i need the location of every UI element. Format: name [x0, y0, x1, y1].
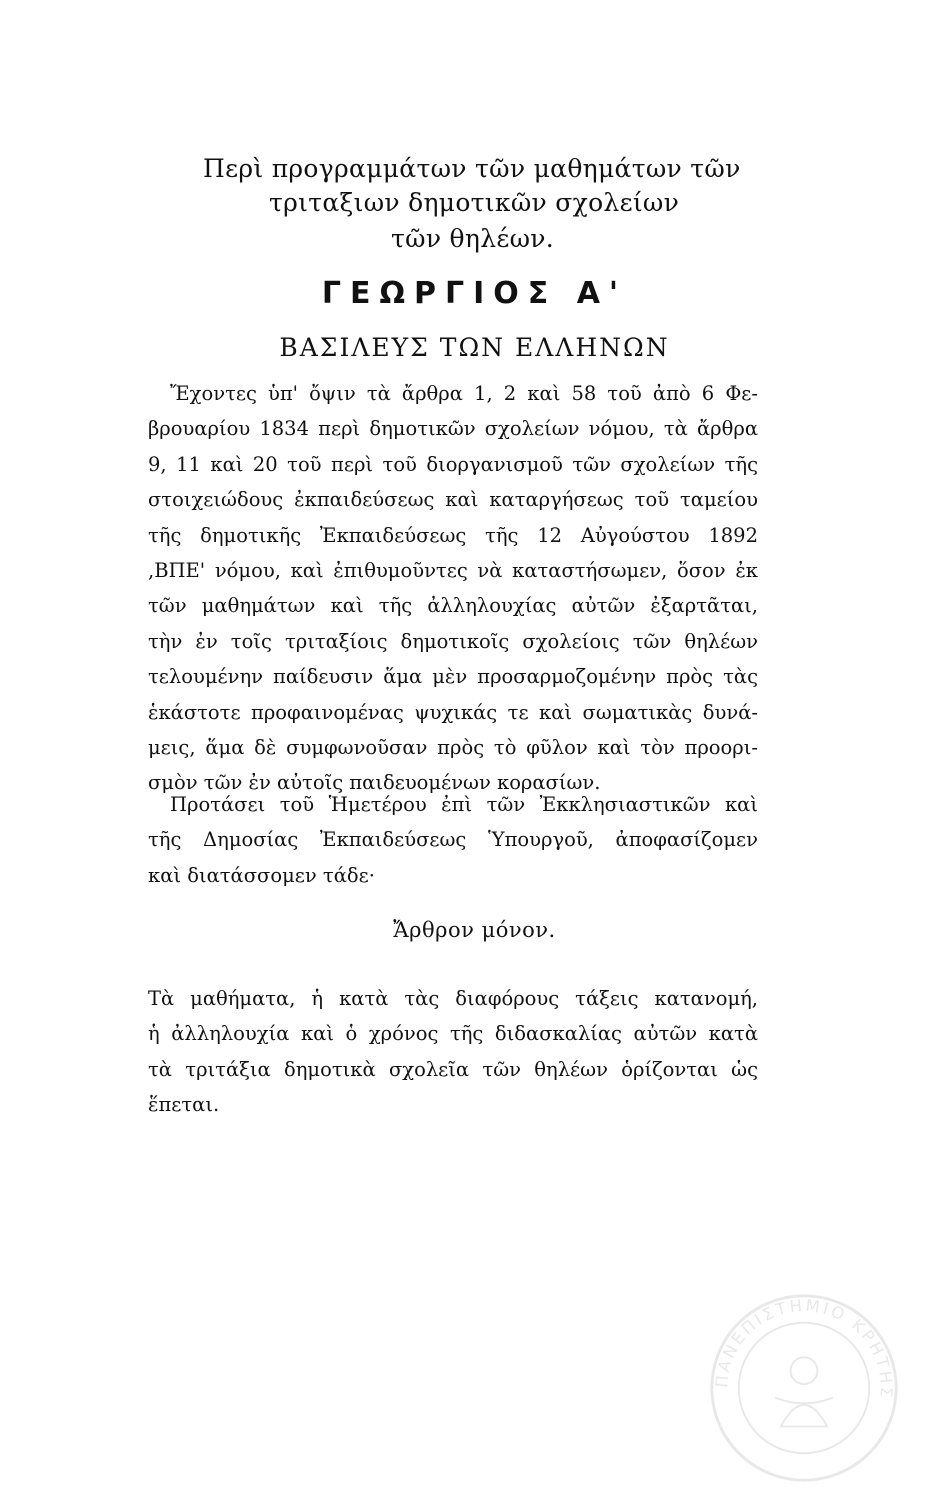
king-title: ΒΑΣΙΛΕΥΣ ΤΩΝ ΕΛΛΗΝΩΝ	[279, 333, 670, 362]
text-line: Προτάσει τοῦ Ἡμετέρου ἐπὶ τῶν Ἐκκλησιαστικῶν καὶ	[170, 793, 758, 816]
text-line: στοιχειώδους ἐκπαιδεύσεως καὶ καταργήσεως τοῦ ταμείου	[148, 488, 758, 512]
text-line: τῆς δημοτικῆς Ἐκπαιδεύσεως τῆς 12 Αὐγούστου 1892	[148, 523, 758, 547]
article-paragraph	[148, 981, 758, 1123]
text-line: Τὰ μαθήματα, ἡ κατὰ τὰς διαφόρους τάξεις κατανομή,	[148, 987, 758, 1010]
text-line: 9, 11 καὶ 20 τοῦ περὶ τοῦ διοργανισμοῦ τῶν σχολείων τῆς	[148, 452, 758, 476]
title-line: τριταξιων δημοτικῶν σχολείων	[269, 188, 680, 217]
title-line: Περὶ προγραμμάτων τῶν μαθημάτων τῶν	[203, 154, 741, 183]
proposal-paragraph	[148, 787, 758, 893]
university-seal-icon	[708, 1292, 900, 1484]
text-line: τελουμένην παίδευσιν ἅμα μὲν προσαρμοζομένην πρὸς τὰς	[148, 665, 758, 689]
text-line: Ἔχοντες ὑπ' ὄψιν τὰ ἄρθρα 1, 2 καὶ 58 τοῦ ἀπὸ 6 Φε-	[170, 382, 758, 405]
text-line: τῆς Δημοσίας Ἐκπαιδεύσεως Ὑπουργοῦ, ἀποφασίζομεν	[148, 828, 758, 852]
text-line: σμὸν τῶν ἐν αὐτοῖς παιδευομένων κορασίων.	[148, 771, 601, 795]
text-line: τὴν ἐν τοῖς τριταξίοις δημοτικοῖς σχολείοις τῶν θηλέων	[148, 629, 758, 653]
title-line: τῶν θηλέων.	[391, 224, 555, 253]
king-name: ΓΕΩΡΓΙΟΣ Α'	[321, 276, 628, 311]
text-line: μεις, ἅμα δὲ συμφωνοῦσαν πρὸς τὸ φῦλον καὶ τὸν προορι-	[148, 735, 758, 759]
seal-text: ΠΑΝΕΠΙΣΤΗΜΙΟ ΚΡΗΤΗΣ	[711, 1295, 897, 1401]
text-line: τὰ τριτάξια δημοτικὰ σχολεῖα τῶν θηλέων ὁρίζονται ὡς	[148, 1057, 758, 1081]
text-line: ἡ ἀλληλουχία καὶ ὁ χρόνος τῆς διδασκαλίας αὐτῶν κατὰ	[148, 1022, 758, 1046]
preamble-paragraph	[148, 376, 758, 801]
text-line: τῶν μαθημάτων καὶ τῆς ἀλληλουχίας αὐτῶν ἐξαρτᾶται,	[148, 594, 758, 618]
text-line: βρουαρίου 1834 περὶ δημοτικῶν σχολείων νόμου, τὰ ἄρθρα	[148, 417, 758, 441]
text-line: καὶ διατάσσομεν τάδε·	[148, 863, 375, 887]
text-line: ἑκάστοτε προφαινομένας ψυχικάς τε καὶ σωματικὰς δυνά-	[148, 700, 758, 724]
text-line: ,ΒΠΕ' νόμου, καὶ ἐπιθυμοῦντες νὰ καταστήσωμεν, ὅσον ἐκ	[148, 558, 758, 582]
article-heading: Ἄρθρον μόνον.	[393, 918, 556, 942]
text-line: ἕπεται.	[148, 1093, 220, 1117]
